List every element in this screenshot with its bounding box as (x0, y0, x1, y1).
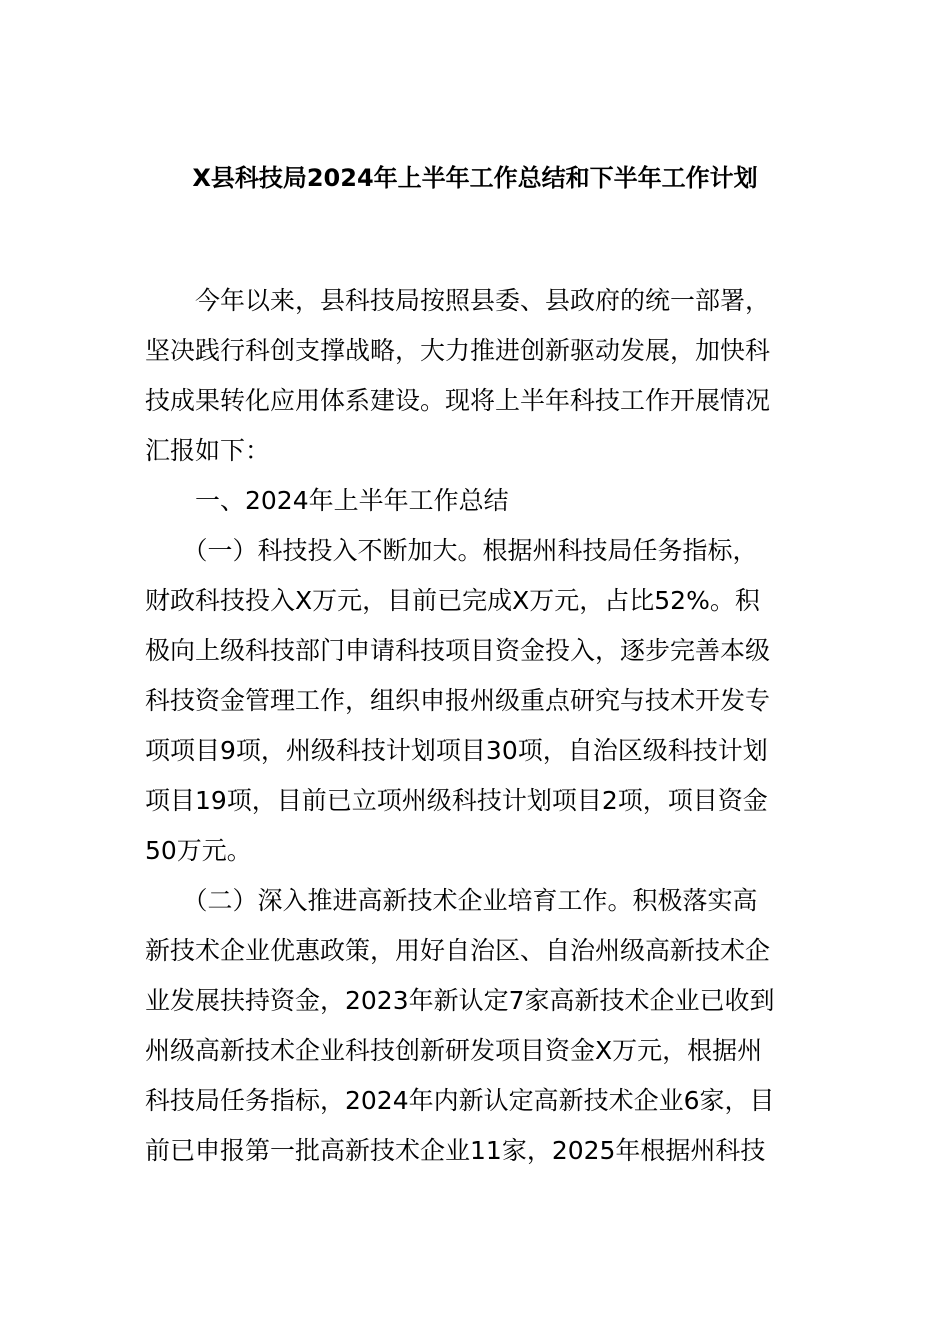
body-line: 汇报如下： (145, 436, 271, 465)
body-line: 技成果转化应用体系建设。现将上半年科技工作开展情况 (145, 386, 771, 415)
body-line: 50万元。 (145, 836, 252, 865)
body-line: （一）科技投入不断加大。根据州科技局任务指标， (145, 536, 758, 565)
body-line: 财政科技投入X万元，目前已完成X万元，占比52%。积 (145, 586, 760, 615)
body-line: （二）深入推进高新技术企业培育工作。积极落实高 (145, 886, 758, 915)
body-line: 项目19项，目前已立项州级科技计划项目2项，项目资金 (145, 786, 768, 815)
body-line: 项项目9项，州级科技计划项目30项，自治区级科技计划 (145, 736, 768, 765)
body-line: 坚决践行科创支撑战略，大力推进创新驱动发展，加快科 (145, 336, 771, 365)
body-line: 前已申报第一批高新技术企业11家，2025年根据州科技 (145, 1136, 766, 1165)
body-line: 今年以来，县科技局按照县委、县政府的统一部署， (145, 286, 771, 315)
body-line: 科技局任务指标，2024年内新认定高新技术企业6家，目 (145, 1086, 775, 1115)
document-title: X县科技局2024年上半年工作总结和下半年工作计划 (192, 164, 758, 192)
body-line: 州级高新技术企业科技创新研发项目资金X万元，根据州 (145, 1036, 763, 1065)
body-line: 业发展扶持资金，2023年新认定7家高新技术企业已收到 (145, 986, 775, 1015)
document-body (145, 276, 815, 1176)
section-heading: 一、2024年上半年工作总结 (145, 486, 509, 515)
body-line: 极向上级科技部门申请科技项目资金投入，逐步完善本级 (145, 636, 771, 665)
body-line: 新技术企业优惠政策，用好自治区、自治州级高新技术企 (145, 936, 771, 965)
body-line: 科技资金管理工作，组织申报州级重点研究与技术开发专 (145, 686, 771, 715)
